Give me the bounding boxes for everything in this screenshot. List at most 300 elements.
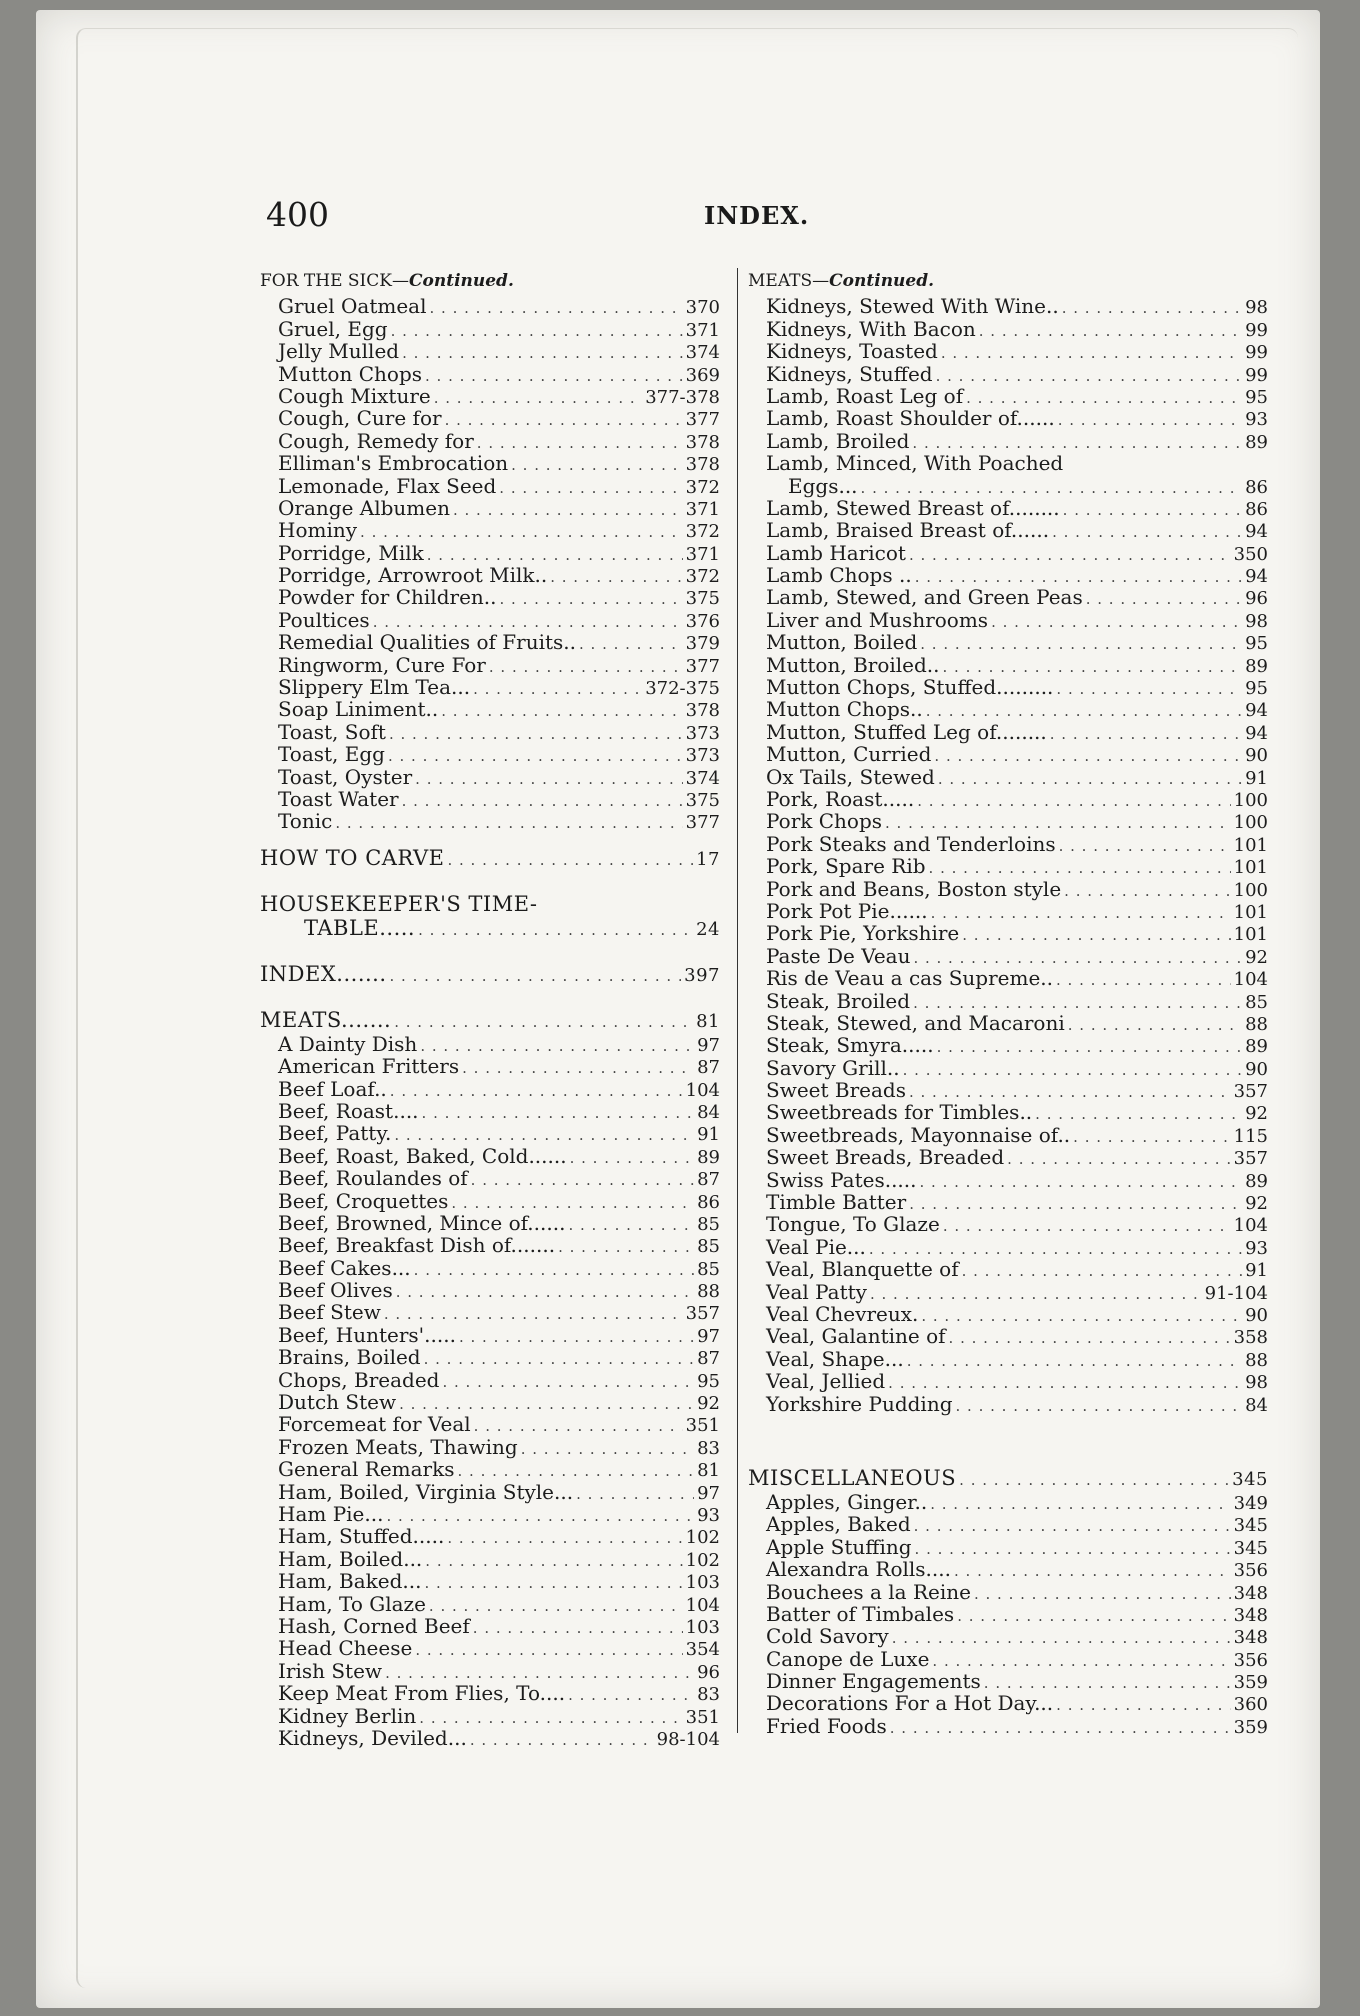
dot-leader (473, 1617, 683, 1639)
dot-leader (568, 1684, 694, 1706)
dot-leader (391, 320, 683, 342)
entry-label: Porridge, Milk (278, 540, 424, 565)
index-entry (748, 1715, 1268, 1737)
entry-label: Cough, Remedy for (278, 428, 474, 453)
entry-label: Lamb, Stewed Breast of........ (766, 495, 1060, 520)
index-entry (748, 1124, 1268, 1146)
page-ref: 377 (685, 655, 720, 677)
entry-label: General Remarks (278, 1457, 455, 1482)
index-entry (748, 788, 1268, 810)
dot-leader (430, 297, 683, 319)
entry-label: Steak, Broiled (766, 988, 911, 1013)
page-ref: 104 (1233, 969, 1268, 991)
index-entry (748, 945, 1268, 967)
index-entry (260, 1167, 720, 1189)
page-ref: 96 (697, 1661, 720, 1683)
dot-leader (402, 342, 683, 364)
page-ref: 98 (1245, 297, 1268, 319)
index-entry (260, 676, 720, 698)
index-entry (260, 1593, 720, 1615)
page-ref: 397 (684, 964, 720, 986)
page-ref: 372 (685, 566, 720, 588)
index-entry (260, 1391, 720, 1413)
page-ref: 101 (1233, 901, 1268, 923)
page-ref: 81 (697, 1460, 720, 1482)
entry-label: Dutch Stew (278, 1390, 397, 1415)
page-ref: 84 (1245, 1394, 1268, 1416)
dot-leader (499, 477, 682, 499)
dot-leader (938, 768, 1242, 790)
entry-label: Beef, Breakfast Dish of....... (278, 1233, 556, 1258)
entry-label: Slippery Elm Tea... (278, 675, 471, 700)
index-entry (748, 295, 1268, 317)
entry-label: Lamb, Roast Leg of (766, 383, 964, 408)
continued-tag: Continued. (408, 271, 514, 291)
entry-label: Pork, Roast..... (766, 787, 915, 811)
entry-label: Apples, Baked (766, 1512, 911, 1537)
dot-leader (941, 342, 1242, 364)
section-miscellaneous (748, 1467, 1268, 1491)
page-ref: 100 (1233, 812, 1268, 834)
index-entry (748, 497, 1268, 519)
index-entry (748, 1491, 1268, 1513)
entry-label: Cold Savory (766, 1624, 889, 1649)
index-entry (748, 1146, 1268, 1168)
index-entry (748, 766, 1268, 788)
dot-leader (870, 1283, 1202, 1305)
dot-leader (1056, 1694, 1230, 1716)
index-entry (748, 1281, 1268, 1303)
page-ref: 373 (685, 722, 720, 744)
section-title: MEATS— (748, 271, 830, 291)
entry-label: Timble Batter (766, 1190, 907, 1215)
page-ref: 91 (1245, 1260, 1268, 1282)
entry-label: Canope de Luxe (766, 1646, 930, 1671)
index-entry (260, 564, 720, 586)
page-ref: 372 (685, 476, 720, 498)
page-ref: 87 (697, 1169, 720, 1191)
index-entry (748, 1236, 1268, 1258)
page-ref: 349 (1233, 1492, 1268, 1514)
index-entry (748, 609, 1268, 631)
entry-label: Beef, Roast.... (278, 1098, 419, 1123)
section-how-to-carve (260, 847, 720, 871)
dot-leader (892, 1627, 1231, 1649)
dot-leader (1086, 588, 1242, 610)
entry-label-cont: Eggs... (788, 473, 858, 498)
page-ref: 99 (1245, 364, 1268, 386)
entry-label: Head Cheese (278, 1636, 413, 1661)
entry-label: Beef Stew (278, 1300, 381, 1325)
entry-label: Pork Chops (766, 809, 883, 834)
book-page (36, 10, 1320, 2008)
entry-label: Ringworm, Cure For (278, 652, 486, 677)
index-entry (748, 519, 1268, 541)
page-ref: 359 (1233, 1672, 1268, 1694)
dot-leader (915, 1538, 1231, 1560)
page-ref: 98 (1245, 610, 1268, 632)
index-entry (260, 1055, 720, 1077)
page-ref: 357 (1233, 1148, 1268, 1170)
entry-label: Pork Steaks and Tenderloins (766, 831, 1056, 856)
section-label: HOW TO CARVE (260, 845, 445, 870)
page-ref: 88 (1245, 1013, 1268, 1035)
page-ref: 370 (685, 297, 720, 319)
entry-label: Beef, Hunters'..... (278, 1322, 456, 1347)
index-entry (260, 542, 720, 564)
dot-leader (1056, 678, 1242, 700)
page-ref: 378 (685, 454, 720, 476)
section-title: FOR THE SICK— (260, 271, 409, 291)
index-entry (260, 1570, 720, 1592)
entry-label: Swiss Pates..... (766, 1167, 917, 1192)
index-entry (748, 1012, 1268, 1034)
index-entry (748, 1370, 1268, 1392)
page-ref: 101 (1233, 834, 1268, 856)
index-entry (748, 855, 1268, 877)
page-ref: 91-104 (1204, 1282, 1268, 1304)
entry-label: Savory Grill.. (766, 1055, 900, 1080)
page-ref: 356 (1233, 1649, 1268, 1671)
dot-leader (903, 1059, 1242, 1081)
index-entry (748, 1079, 1268, 1101)
page-ref: 345 (1232, 1468, 1268, 1490)
dot-leader (1059, 835, 1231, 857)
entry-label: Lamb, Minced, With Poached (766, 451, 1064, 476)
dot-leader (931, 902, 1231, 924)
entry-label: Apple Stuffing (766, 1534, 912, 1559)
page-ref: 351 (685, 1415, 720, 1437)
index-entry (748, 654, 1268, 676)
index-entry (748, 340, 1268, 362)
continued-heading-meats (748, 270, 1268, 292)
index-entry (748, 1670, 1268, 1692)
entry-label: Lamb, Roast Shoulder of...... (766, 406, 1055, 431)
index-entry (748, 833, 1268, 855)
index-entry (748, 1169, 1268, 1191)
right-column (748, 270, 1268, 1737)
entry-label: Lamb Haricot (766, 540, 906, 565)
index-entry (260, 475, 720, 497)
page-ref: 85 (697, 1258, 720, 1280)
entry-label: Frozen Meats, Thawing (278, 1434, 518, 1459)
entry-label: Beef, Roast, Baked, Cold...... (278, 1143, 567, 1168)
page-ref: 378 (685, 700, 720, 722)
entry-label: Beef, Patty. (278, 1121, 392, 1146)
dot-leader (930, 1493, 1230, 1515)
entry-label: Gruel Oatmeal (278, 294, 427, 319)
index-entry (748, 990, 1268, 1012)
index-entry (748, 1325, 1268, 1347)
page-ref: 94 (1245, 700, 1268, 722)
entry-label: Apples, Ginger.. (766, 1489, 928, 1514)
index-entry (260, 654, 720, 676)
entry-label: Lamb Chops .. (766, 563, 912, 588)
index-entry (748, 1625, 1268, 1647)
dot-leader (1058, 409, 1242, 431)
entry-label: Mutton Chops, Stuffed......... (766, 675, 1054, 700)
entry-label: Mutton, Curried (766, 742, 932, 767)
dot-leader (415, 1639, 682, 1661)
dot-leader (445, 409, 683, 431)
entry-label: Kidneys, Toasted (766, 339, 938, 364)
page-ref: 99 (1245, 342, 1268, 364)
index-entry (748, 810, 1268, 832)
page-ref: 100 (1233, 790, 1268, 811)
index-entry (260, 1346, 720, 1368)
dot-leader (890, 1717, 1231, 1739)
dot-leader (1064, 880, 1230, 902)
page-ref: 89 (1245, 1036, 1268, 1058)
page-ref: 85 (697, 1236, 720, 1258)
left-column (260, 270, 720, 1749)
index-entry (260, 743, 720, 765)
index-entry (260, 452, 720, 474)
dot-leader (453, 499, 683, 521)
entry-label: Mutton, Broiled.. (766, 652, 940, 677)
index-entry (260, 1212, 720, 1234)
index-entry (260, 1122, 720, 1144)
index-entry (260, 1279, 720, 1301)
dot-leader (521, 1438, 694, 1460)
entry-label: Sweet Breads (766, 1078, 906, 1103)
page-ref: 372-375 (645, 678, 720, 700)
page-ref: 85 (1245, 991, 1268, 1013)
index-entry (260, 1145, 720, 1167)
page-ref: 92 (697, 1393, 720, 1415)
entry-label: Mutton Chops (278, 361, 423, 386)
dot-leader (979, 320, 1242, 342)
section-housekeeper-line1 (260, 893, 720, 917)
page-ref: 115 (1233, 1125, 1268, 1147)
entry-label: Beef, Browned, Mince of...... (278, 1210, 566, 1235)
page-ref: 86 (697, 1191, 720, 1213)
entry-label: Soap Liniment.. (278, 697, 439, 722)
meat-entries-left (260, 1033, 720, 1750)
page-ref: 90 (1245, 1304, 1268, 1326)
running-head: INDEX. (704, 201, 810, 230)
page-ref: 97 (697, 1482, 720, 1504)
page-ref: 101 (1233, 857, 1268, 879)
entry-label: Mutton Chops.. (766, 697, 923, 722)
page-ref: 377-378 (645, 386, 720, 408)
page-ref: 95 (1245, 633, 1268, 655)
dot-leader (957, 1605, 1230, 1627)
page-ref: 98-104 (656, 1728, 720, 1750)
dot-leader (511, 454, 683, 476)
page-ref: 102 (685, 1527, 720, 1549)
index-entry (260, 1548, 720, 1570)
entry-label: Bouchees a la Reine (766, 1579, 971, 1604)
entry-label: Tonic (278, 809, 333, 834)
index-entry (260, 1436, 720, 1458)
entry-label: Pork Pot Pie...... (766, 898, 928, 923)
entry-label: Beef Olives (278, 1278, 393, 1303)
entry-label: Forcemeat for Veal (278, 1412, 471, 1437)
index-entry (260, 1369, 720, 1391)
page-ref: 356 (1233, 1560, 1268, 1582)
dot-leader (956, 1395, 1243, 1417)
dot-leader (388, 745, 683, 767)
index-entry (260, 407, 720, 429)
page-ref: 96 (1245, 588, 1268, 610)
page-ref: 104 (685, 1594, 720, 1616)
dot-leader (390, 1080, 683, 1102)
entry-label: Ham, Baked... (278, 1569, 422, 1594)
entry-label: Cough, Cure for (278, 406, 442, 431)
page-ref: 351 (685, 1706, 720, 1728)
page-ref: 24 (696, 918, 720, 940)
index-entry (260, 340, 720, 362)
dot-leader (558, 1236, 694, 1258)
index-entry (748, 1581, 1268, 1603)
dot-leader (434, 387, 642, 409)
dot-leader (920, 633, 1242, 655)
index-entry (748, 1213, 1268, 1235)
page-ref: 354 (685, 1639, 720, 1661)
section-label: MISCELLANEOUS (748, 1465, 957, 1490)
dot-leader (934, 745, 1242, 767)
entry-label: Powder for Children.. (278, 585, 497, 610)
index-entry (748, 542, 1268, 564)
index-entry (748, 878, 1268, 900)
entry-label: Beef, Croquettes (278, 1188, 449, 1213)
sick-entries (260, 295, 720, 832)
index-entry (260, 1078, 720, 1100)
entry-label: Irish Stew (278, 1658, 383, 1683)
page-ref: 357 (685, 1303, 720, 1325)
index-entry (748, 1536, 1268, 1558)
dot-leader (1062, 297, 1242, 319)
dot-leader (909, 544, 1231, 566)
page-ref: 101 (1233, 924, 1268, 946)
entry-label: Steak, Stewed, and Macaroni (766, 1010, 1065, 1035)
index-entry (748, 586, 1268, 608)
entry-label: Ham, To Glaze (278, 1591, 426, 1616)
entry-label: Alexandra Rolls.... (766, 1557, 951, 1582)
page-ref: 88 (697, 1281, 720, 1303)
page-ref: 17 (696, 848, 720, 870)
meat-entries-right-a (748, 295, 1268, 452)
page-ref: 369 (685, 364, 720, 386)
page-ref: 371 (685, 543, 720, 565)
page-ref: 92 (1245, 1103, 1268, 1125)
index-entry (748, 721, 1268, 743)
continued-tag: Continued. (829, 271, 935, 291)
dot-leader (949, 1327, 1231, 1349)
page-ref: 379 (685, 633, 720, 655)
dot-leader (917, 790, 1230, 812)
index-entry (260, 1615, 720, 1637)
page-header (36, 195, 1320, 245)
index-entry (260, 721, 720, 743)
dot-leader (954, 1560, 1231, 1582)
index-entry (748, 1034, 1268, 1056)
page-ref: 100 (1233, 879, 1268, 901)
entry-label: Veal, Jellied (766, 1369, 886, 1394)
index-entry (260, 385, 720, 407)
page-ref: 103 (685, 1572, 720, 1594)
dot-leader (914, 1515, 1231, 1537)
misc-entries (748, 1491, 1268, 1737)
index-entry (748, 1258, 1268, 1280)
page-ref: 94 (1245, 521, 1268, 543)
entry-label: Porridge, Arrowroot Milk.. (278, 563, 548, 588)
dot-leader (424, 1348, 694, 1370)
dot-leader (937, 1036, 1243, 1058)
index-entry (260, 519, 720, 541)
dot-leader (425, 365, 683, 387)
page-ref: 345 (1233, 1515, 1268, 1537)
dot-leader (442, 1371, 694, 1393)
entry-label: Veal, Shape... (766, 1346, 904, 1371)
entry-label: Hominy (278, 518, 358, 543)
index-entry (748, 1513, 1268, 1535)
dot-leader (974, 1583, 1231, 1605)
page-ref: 86 (1245, 476, 1268, 498)
dot-leader (550, 566, 682, 588)
page-ref: 86 (1245, 498, 1268, 520)
page-ref: 103 (685, 1616, 720, 1638)
page-ref: 95 (1245, 386, 1268, 408)
index-entry (748, 1348, 1268, 1370)
index-entry (260, 497, 720, 519)
index-entry (260, 788, 720, 810)
dot-leader (921, 1305, 1242, 1327)
page-ref: 104 (685, 1079, 720, 1101)
page-ref: 90 (1245, 1058, 1268, 1080)
index-entry (748, 1558, 1268, 1580)
dot-leader (425, 1550, 682, 1572)
entry-label: Mutton, Stuffed Leg of........ (766, 719, 1047, 744)
dot-leader (1007, 1148, 1230, 1170)
dot-leader (576, 1483, 694, 1505)
page-ref: 360 (1233, 1694, 1268, 1716)
dot-leader (459, 1326, 694, 1348)
entry-label: Kidneys, With Bacon (766, 316, 976, 341)
index-entry (260, 1190, 720, 1212)
index-entry (260, 1727, 720, 1749)
entry-label: Veal Chevreux. (766, 1301, 919, 1326)
dot-leader (489, 656, 683, 678)
entry-label: Ris de Veau a cas Supreme.. (766, 966, 1054, 991)
index-entry (260, 586, 720, 608)
page-ref: 104 (1233, 1215, 1268, 1237)
index-entry (260, 1503, 720, 1525)
entry-label: Batter of Timbales (766, 1601, 955, 1626)
index-entry (260, 1682, 720, 1704)
page-ref: 348 (1233, 1627, 1268, 1649)
entry-label: Elliman's Embrocation (278, 451, 509, 476)
index-entry-cont (748, 475, 1268, 497)
entry-label: Sweet Breads, Breaded (766, 1145, 1005, 1170)
page-ref: 371 (685, 319, 720, 341)
section-housekeeper-line2 (260, 917, 720, 941)
index-entry (748, 564, 1268, 586)
index-entry (260, 609, 720, 631)
dot-leader (920, 1171, 1243, 1193)
index-entry (748, 1393, 1268, 1415)
entry-label: Chops, Breaded (278, 1367, 440, 1392)
index-entry (260, 1413, 720, 1435)
page-ref: 371 (685, 498, 720, 520)
entry-label: Paste De Veau (766, 943, 911, 968)
page-ref: 95 (697, 1370, 720, 1392)
page-ref: 94 (1245, 566, 1268, 588)
page-ref: 93 (697, 1504, 720, 1526)
dot-leader (462, 1057, 694, 1079)
entry-label: Liver and Mushrooms (766, 607, 989, 632)
